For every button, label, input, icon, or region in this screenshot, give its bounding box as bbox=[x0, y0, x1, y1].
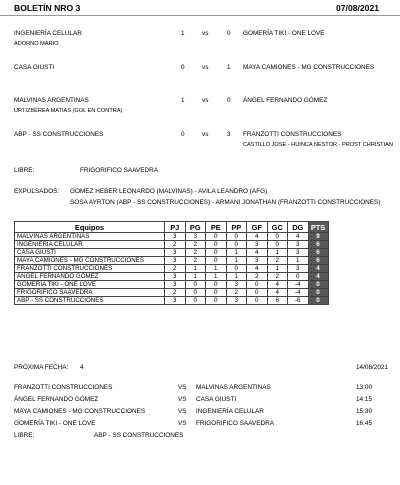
fixture-3-vs: VS bbox=[178, 408, 187, 415]
cell-pp: 0 bbox=[226, 241, 247, 249]
cell-dg: 1 bbox=[288, 257, 309, 265]
cell-gc: 4 bbox=[267, 281, 288, 289]
fixture-1-vs: VS bbox=[178, 384, 187, 391]
fixture-4-away: FRIGORIFICO SAAVEDRA bbox=[196, 420, 274, 427]
cell-pe: 0 bbox=[206, 281, 227, 289]
cell-pts: 6 bbox=[308, 249, 328, 257]
cell-pe: 0 bbox=[206, 297, 227, 305]
cell-team: MAYA CAMIONES - MG CONSTRUCCIONES bbox=[15, 257, 165, 265]
cell-gc: 2 bbox=[267, 257, 288, 265]
standings-header-row bbox=[15, 222, 329, 233]
cell-pp: 0 bbox=[226, 233, 247, 241]
standings-table bbox=[14, 221, 329, 305]
cell-pp: 0 bbox=[226, 265, 247, 273]
next-libre-label: LIBRE: bbox=[14, 432, 35, 439]
cell-pg: 0 bbox=[185, 297, 206, 305]
table-row bbox=[15, 233, 329, 241]
fixture-4-vs: VS bbox=[178, 420, 187, 427]
cell-pts: 9 bbox=[308, 233, 328, 241]
cell-pts: 4 bbox=[308, 273, 328, 281]
cell-pe: 0 bbox=[206, 249, 227, 257]
cell-pj: 3 bbox=[165, 233, 186, 241]
fixture-3-time: 15:30 bbox=[356, 408, 372, 415]
match-1-away-score: 0 bbox=[227, 30, 231, 37]
cell-pg: 0 bbox=[185, 281, 206, 289]
cell-team: GOMERÍA TIKI - ONE LOVE bbox=[15, 281, 165, 289]
fixture-2-away: CASA GIUSTI bbox=[196, 396, 237, 403]
table-row bbox=[15, 241, 329, 249]
cell-pe: 0 bbox=[206, 241, 227, 249]
cell-pj: 2 bbox=[165, 241, 186, 249]
header-gf: GF bbox=[247, 222, 268, 233]
next-fixture-number: 4 bbox=[80, 364, 84, 371]
cell-gf: 0 bbox=[247, 281, 268, 289]
match-3-home: MALVINAS ARGENTINAS bbox=[14, 97, 89, 104]
match-3-home-score: 1 bbox=[181, 97, 185, 104]
cell-pj: 3 bbox=[165, 249, 186, 257]
cell-team: ÁNGEL FERNANDO GÓMEZ bbox=[15, 273, 165, 281]
cell-pj: 3 bbox=[165, 257, 186, 265]
table-row bbox=[15, 265, 329, 273]
match-1-home-scorers: ADORNO MARIO bbox=[14, 41, 59, 47]
cell-pg: 1 bbox=[185, 265, 206, 273]
table-row bbox=[15, 257, 329, 265]
match-4-away-score: 3 bbox=[227, 131, 231, 138]
cell-gf: 2 bbox=[247, 273, 268, 281]
next-libre-team: ABP - SS CONSTRUCCIONES bbox=[94, 432, 184, 439]
fixture-2-vs: VS bbox=[178, 396, 187, 403]
cell-gf: 4 bbox=[247, 265, 268, 273]
bulletin-title: BOLETÍN NRO 3 bbox=[14, 3, 81, 13]
cell-pg: 3 bbox=[185, 233, 206, 241]
fixture-3-home: MAYA CAMIONES - MG CONSTRUCCIONES bbox=[14, 408, 146, 415]
cell-pts: 6 bbox=[308, 241, 328, 249]
header-pp: PP bbox=[226, 222, 247, 233]
cell-team: FRANZOTTI CONSTRUCCIONES bbox=[15, 265, 165, 273]
cell-gc: 0 bbox=[267, 233, 288, 241]
match-1-vs: vs bbox=[202, 30, 209, 37]
fixture-4-home: GOMERÍA TIKI - ONE LOVE bbox=[14, 420, 96, 427]
cell-team: MALVINAS ARGENTINAS bbox=[15, 233, 165, 241]
cell-gc: 4 bbox=[267, 289, 288, 297]
cell-pp: 2 bbox=[226, 289, 247, 297]
match-3-away: ÁNGEL FERNANDO GÓMEZ bbox=[243, 97, 328, 104]
match-3-vs: vs bbox=[202, 97, 209, 104]
match-1-away: GOMERÍA TIKI - ONE LOVE bbox=[243, 30, 325, 37]
cell-pj: 3 bbox=[165, 297, 186, 305]
next-fixture-label: PRÓXIMA FECHA: bbox=[14, 364, 69, 371]
table-row bbox=[15, 281, 329, 289]
match-4-home: ABP - SS CONSTRUCCIONES bbox=[14, 131, 104, 138]
libre-team: FRIGORIFICO SAAVEDRA bbox=[80, 167, 158, 174]
cell-team: CASA GIUSTI bbox=[15, 249, 165, 257]
fixture-1-away: MALVINAS ARGENTINAS bbox=[196, 384, 271, 391]
libre-label: LIBRE: bbox=[14, 167, 35, 174]
cell-gf: 4 bbox=[247, 233, 268, 241]
cell-gf: 3 bbox=[247, 241, 268, 249]
cell-team: INGENIERÍA CELULAR bbox=[15, 241, 165, 249]
match-2-home: CASA GIUSTI bbox=[14, 64, 55, 71]
match-4-home-score: 0 bbox=[181, 131, 185, 138]
cell-pe: 0 bbox=[206, 257, 227, 265]
cell-pp: 1 bbox=[226, 273, 247, 281]
cell-dg: -6 bbox=[288, 297, 309, 305]
fixture-1-time: 13:00 bbox=[356, 384, 372, 391]
table-row bbox=[15, 273, 329, 281]
cell-pts: 0 bbox=[308, 281, 328, 289]
cell-dg: 3 bbox=[288, 249, 309, 257]
header-equipos: Equipos bbox=[15, 222, 165, 233]
cell-pj: 3 bbox=[165, 273, 186, 281]
cell-gf: 4 bbox=[247, 249, 268, 257]
cell-pe: 0 bbox=[206, 289, 227, 297]
cell-gc: 1 bbox=[267, 265, 288, 273]
cell-gf: 0 bbox=[247, 289, 268, 297]
cell-pe: 1 bbox=[206, 265, 227, 273]
fixture-2-time: 14:15 bbox=[356, 396, 372, 403]
fixture-1-home: FRANZOTTI CONSTRUCCIONES bbox=[14, 384, 113, 391]
table-row bbox=[15, 289, 329, 297]
cell-pts: 0 bbox=[308, 289, 328, 297]
cell-dg: 0 bbox=[288, 273, 309, 281]
header-pj: PJ bbox=[165, 222, 186, 233]
match-3-away-score: 0 bbox=[227, 97, 231, 104]
cell-pp: 1 bbox=[226, 257, 247, 265]
header-dg: DG bbox=[288, 222, 309, 233]
cell-gf: 3 bbox=[247, 257, 268, 265]
match-2-home-score: 0 bbox=[181, 64, 185, 71]
header-pe: PE bbox=[206, 222, 227, 233]
cell-pe: 0 bbox=[206, 233, 227, 241]
cell-pj: 3 bbox=[165, 281, 186, 289]
cell-pg: 2 bbox=[185, 249, 206, 257]
cell-dg: -4 bbox=[288, 281, 309, 289]
cell-gc: 0 bbox=[267, 241, 288, 249]
table-row bbox=[15, 297, 329, 305]
header-gc: GC bbox=[267, 222, 288, 233]
cell-pg: 2 bbox=[185, 257, 206, 265]
expulsados-line-2: SOSA AYRTON (ABP - SS CONSTRUCCIONES) - ARMANI JONATHAN (FRANZOTTI CONSTRUCCIONES) bbox=[70, 199, 381, 206]
fixture-4-time: 16:45 bbox=[356, 420, 372, 427]
bulletin-date: 07/08/2021 bbox=[336, 3, 380, 13]
header-pg: PG bbox=[185, 222, 206, 233]
cell-pj: 2 bbox=[165, 265, 186, 273]
match-4-vs: vs bbox=[202, 131, 209, 138]
cell-gc: 1 bbox=[267, 249, 288, 257]
fixture-3-away: INGENIERÍA CELULAR bbox=[196, 408, 264, 415]
match-3-home-scorers: URTIZBEREA MATIAS (GOL EN CONTRA) bbox=[14, 108, 123, 114]
cell-pj: 2 bbox=[165, 289, 186, 297]
match-4-away-scorers: CASTILLO JOSE - HUINCA NESTOR - PROST CHRISTIAN bbox=[243, 142, 393, 148]
expulsados-label: EXPULSADOS: bbox=[14, 188, 60, 195]
cell-gf: 0 bbox=[247, 297, 268, 305]
match-4-away: FRANZOTTI CONSTRUCCIONES bbox=[243, 131, 342, 138]
cell-gc: 6 bbox=[267, 297, 288, 305]
cell-dg: 3 bbox=[288, 265, 309, 273]
cell-dg: -4 bbox=[288, 289, 309, 297]
cell-pp: 3 bbox=[226, 281, 247, 289]
expulsados-line-1: GOMEZ HEBER LEONARDO (MALVINAS) - AVILA LEANDRO (AFG) bbox=[70, 188, 268, 195]
header-divider bbox=[0, 15, 400, 16]
cell-pg: 1 bbox=[185, 273, 206, 281]
next-fixture-date: 14/08/2021 bbox=[356, 364, 388, 371]
cell-pp: 1 bbox=[226, 249, 247, 257]
fixture-2-home: ÁNGEL FERNANDO GÓMEZ bbox=[14, 396, 99, 403]
cell-dg: 3 bbox=[288, 241, 309, 249]
cell-pts: 6 bbox=[308, 257, 328, 265]
match-1-home-score: 1 bbox=[181, 30, 185, 37]
cell-pp: 3 bbox=[226, 297, 247, 305]
match-2-away: MAYA CAMIONES - MG CONSTRUCCIONES bbox=[243, 64, 375, 71]
header-pts: PTS bbox=[308, 222, 328, 233]
cell-pts: 0 bbox=[308, 297, 328, 305]
cell-pg: 2 bbox=[185, 241, 206, 249]
cell-team: ABP - SS CONSTRUCCIONES bbox=[15, 297, 165, 305]
table-row bbox=[15, 249, 329, 257]
match-2-away-score: 1 bbox=[227, 64, 231, 71]
match-1-home: INGENIERÍA CELULAR bbox=[14, 30, 82, 37]
cell-dg: 4 bbox=[288, 233, 309, 241]
cell-pts: 4 bbox=[308, 265, 328, 273]
cell-pg: 0 bbox=[185, 289, 206, 297]
cell-gc: 2 bbox=[267, 273, 288, 281]
match-2-vs: vs bbox=[202, 64, 209, 71]
cell-pe: 1 bbox=[206, 273, 227, 281]
cell-team: FRIGORIFICO SAAVEDRA bbox=[15, 289, 165, 297]
